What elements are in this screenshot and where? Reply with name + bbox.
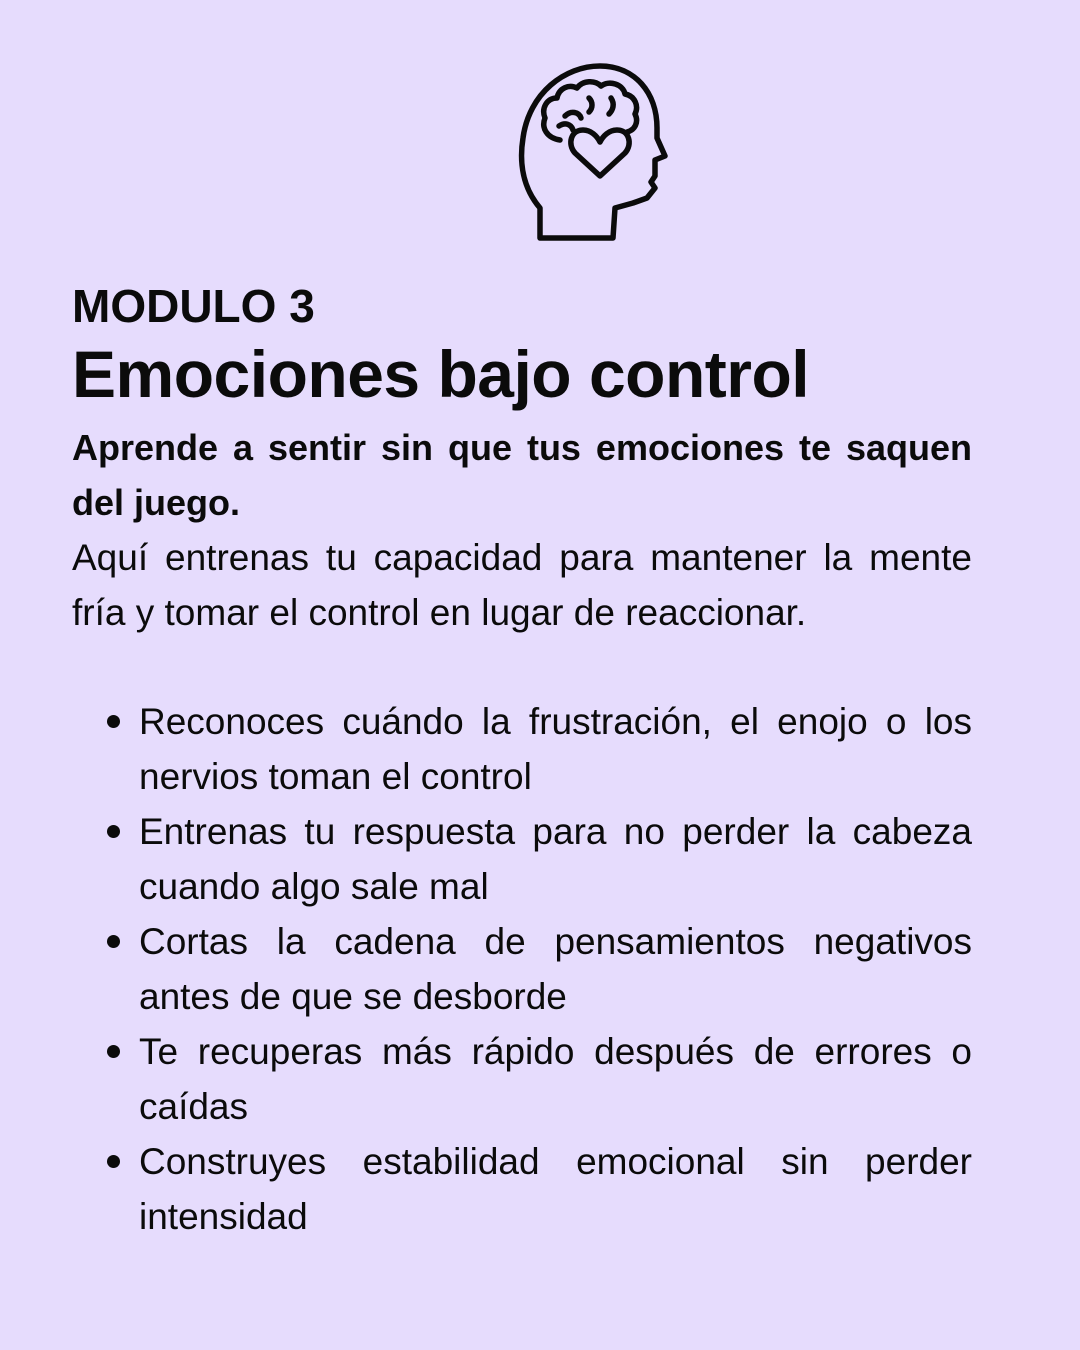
module-label: MODULO 3 <box>72 280 315 332</box>
benefit-text: Te recuperas más rápido después de errores o caídas <box>139 1031 972 1127</box>
benefit-text: Entrenas tu respuesta para no perder la cabeza cuando algo sale mal <box>139 811 972 907</box>
bullet-dot-icon <box>107 825 120 838</box>
benefit-item <box>72 694 972 804</box>
benefit-item <box>72 1024 972 1134</box>
bullet-dot-icon <box>107 1045 120 1058</box>
bullet-dot-icon <box>107 935 120 948</box>
benefit-text: Cortas la cadena de pensamientos negativos antes de que se desborde <box>139 921 972 1017</box>
head-brain-heart-icon <box>515 58 675 246</box>
benefit-item <box>72 804 972 914</box>
bullet-dot-icon <box>107 1155 120 1168</box>
benefits-list <box>72 694 972 1244</box>
bullet-dot-icon <box>107 715 120 728</box>
benefit-item <box>72 1134 972 1244</box>
module-title: Emociones bajo control <box>72 337 810 411</box>
module-subtitle: Aprende a sentir sin que tus emociones te saquen del juego. <box>72 427 972 523</box>
benefit-text: Construyes estabilidad emocional sin perder intensidad <box>139 1141 972 1237</box>
benefit-item <box>72 914 972 1024</box>
module-intro: Aquí entrenas tu capacidad para mantener la mente fría y tomar el control en lugar de reaccionar. <box>72 537 972 633</box>
benefit-text: Reconoces cuándo la frustración, el enojo o los nervios toman el control <box>139 701 972 797</box>
module-card <box>72 278 972 1244</box>
